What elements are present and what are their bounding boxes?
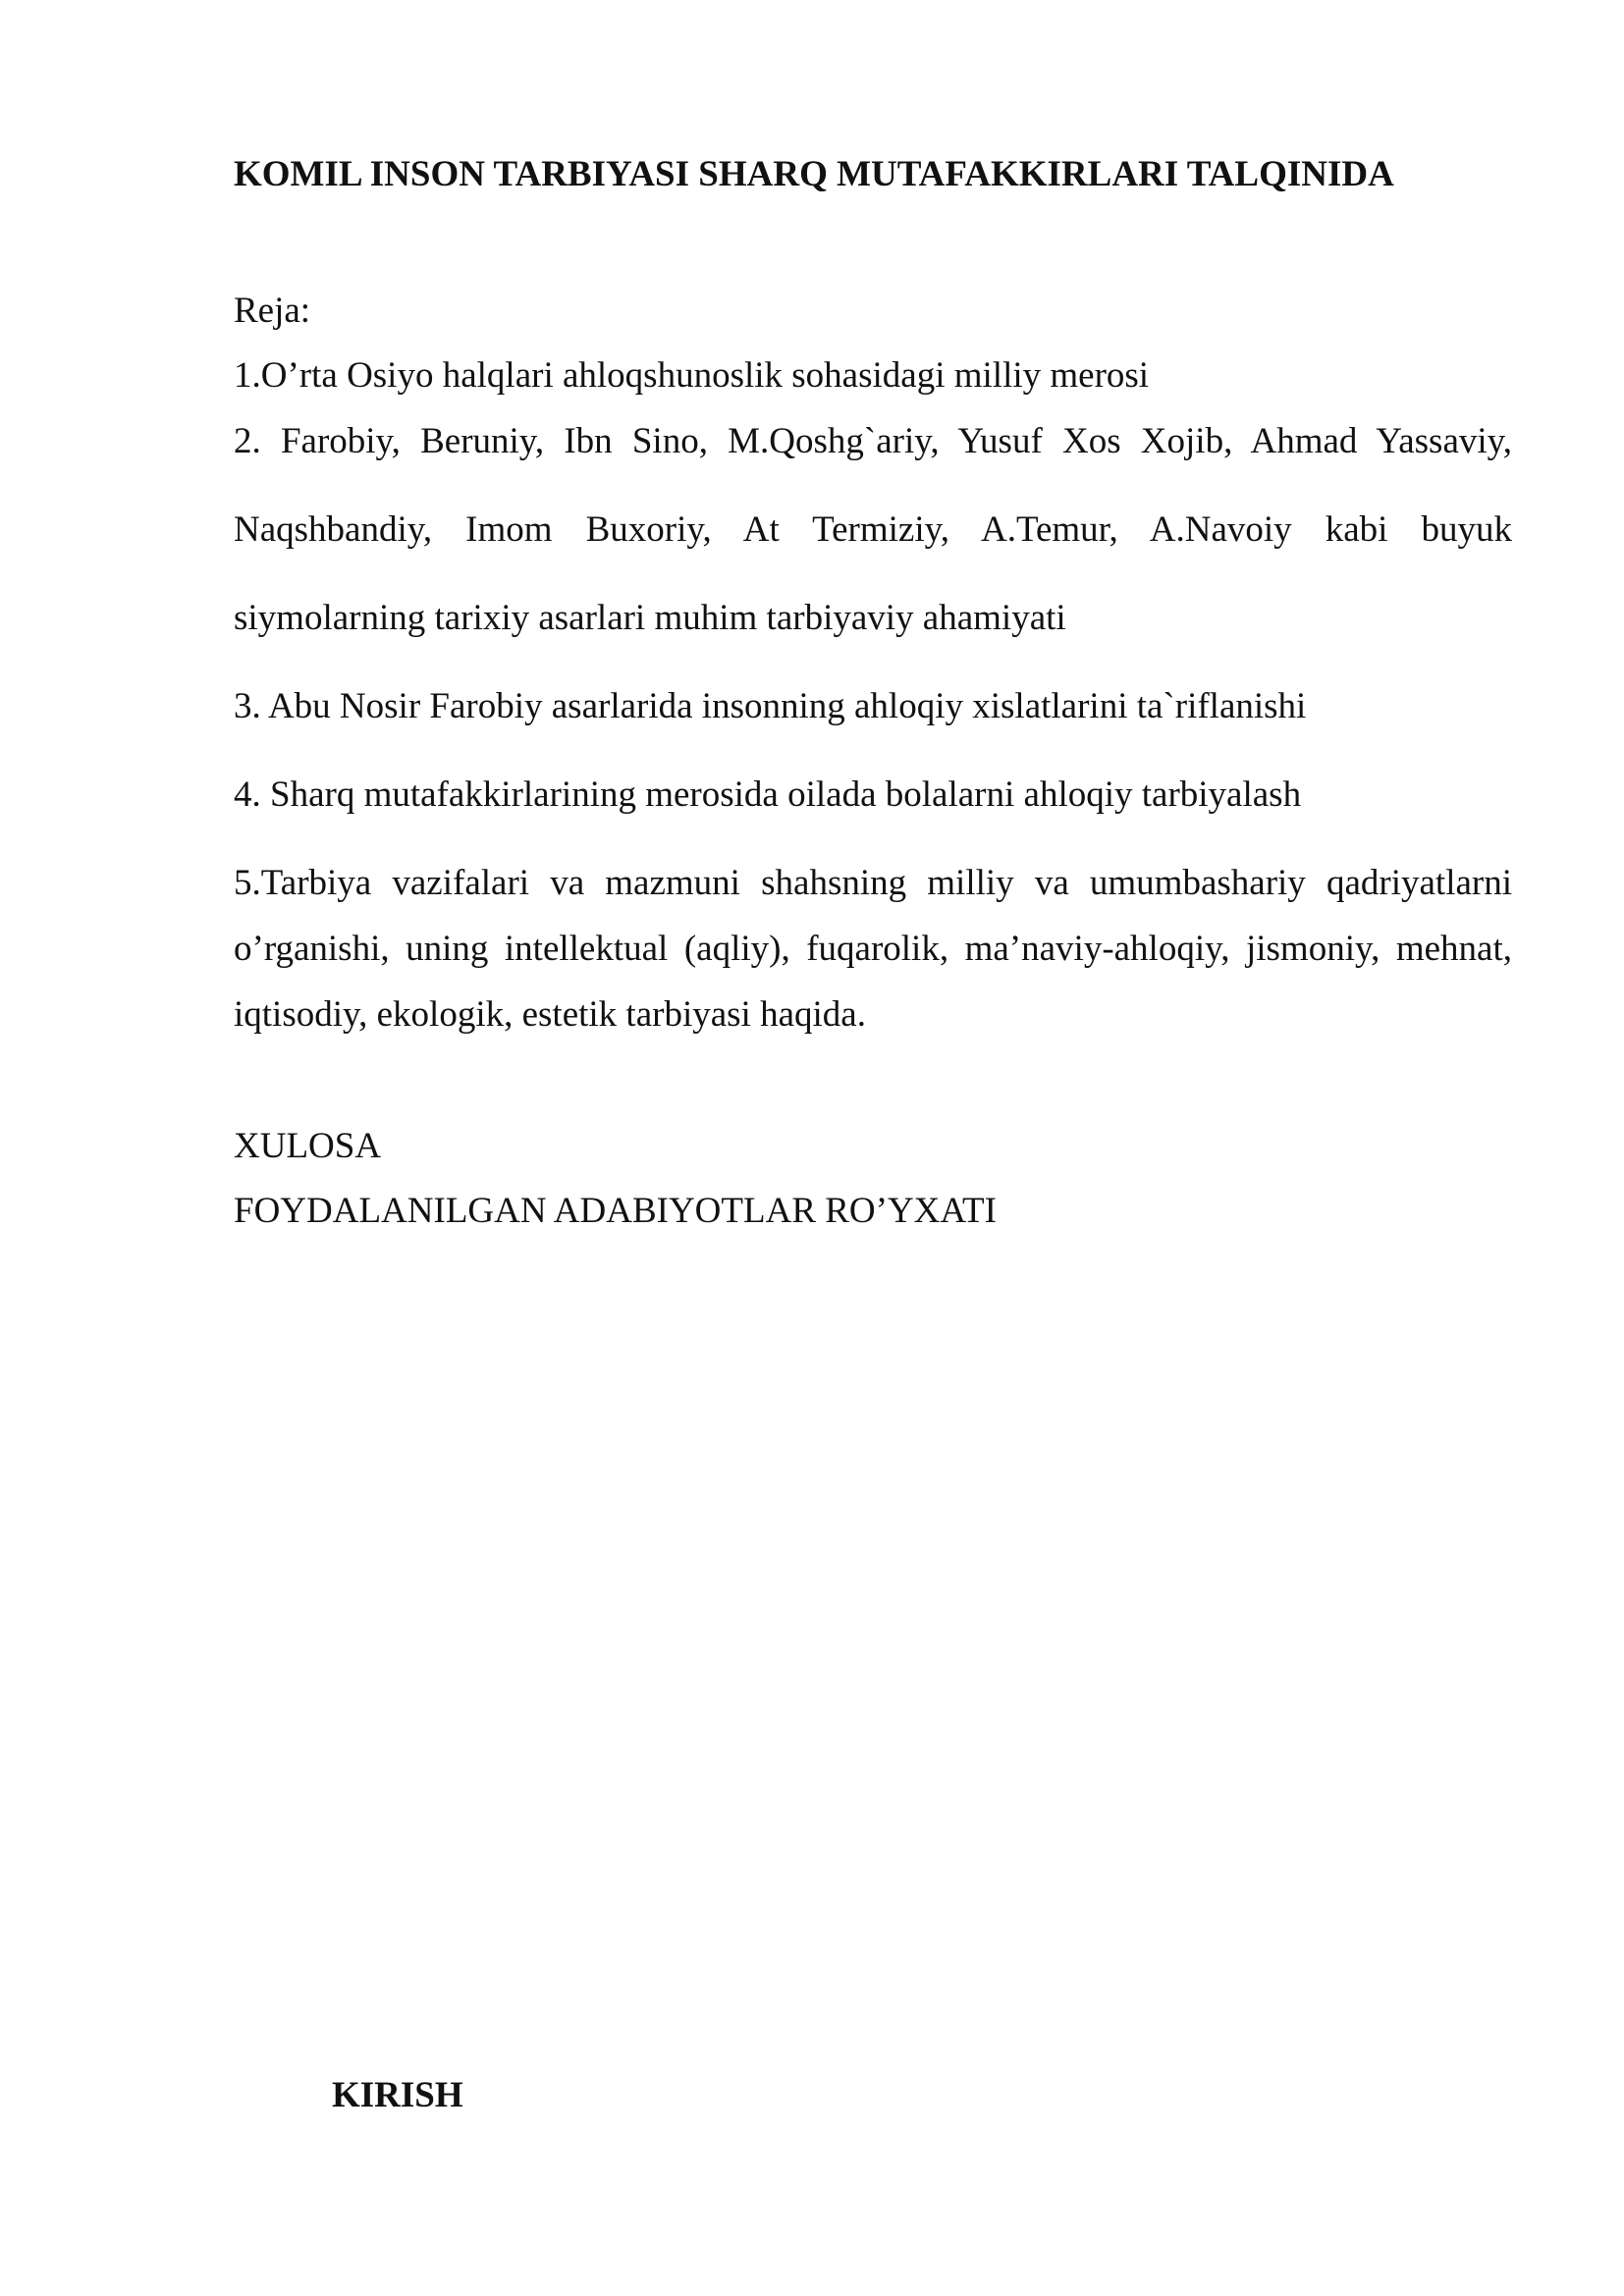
plan-label: Reja: [234,291,311,331]
intro-heading: KIRISH [332,2075,463,2115]
plan-item-4: 4. Sharq mutafakkirlarining merosida oilada bolalarni ahloqiy tarbiyalash [234,774,1302,815]
plan-item-5-line-1: 5.Tarbiya vazifalari va mazmuni shahsning milliy va umumbashariy qadriyatlarni [234,863,1512,903]
plan-item-1: 1.O’rta Osiyo halqlari ahloqshunoslik sohasidagi milliy merosi [234,355,1150,396]
document-title: KOMIL INSON TARBIYASI SHARQ MUTAFAKKIRLARI TALQINIDA [234,154,1394,194]
plan-item-5-line-3: iqtisodiy, ekologik, estetik tarbiyasi haqida. [234,994,866,1035]
plan-item-2-line-3: siymolarning tarixiy asarlari muhim tarbiyaviy ahamiyati [234,598,1066,638]
references-heading: FOYDALANILGAN ADABIYOTLAR RO’YXATI [234,1191,997,1231]
conclusion-heading: XULOSA [234,1126,382,1166]
plan-item-5-line-2: o’rganishi, uning intellektual (aqliy), fuqarolik, ma’naviy-ahloqiy, jismoniy, mehnat, [234,929,1512,969]
plan-item-2-line-1: 2. Farobiy, Beruniy, Ibn Sino, M.Qoshg`ariy, Yusuf Xos Xojib, Ahmad Yassaviy, [234,421,1512,461]
plan-item-2-line-2: Naqshbandiy, Imom Buxoriy, At Termiziy, A.Temur, A.Navoiy kabi buyuk [234,509,1512,550]
plan-item-3: 3. Abu Nosir Farobiy asarlarida insonning ahloqiy xislatlarini ta`riflanishi [234,686,1307,726]
